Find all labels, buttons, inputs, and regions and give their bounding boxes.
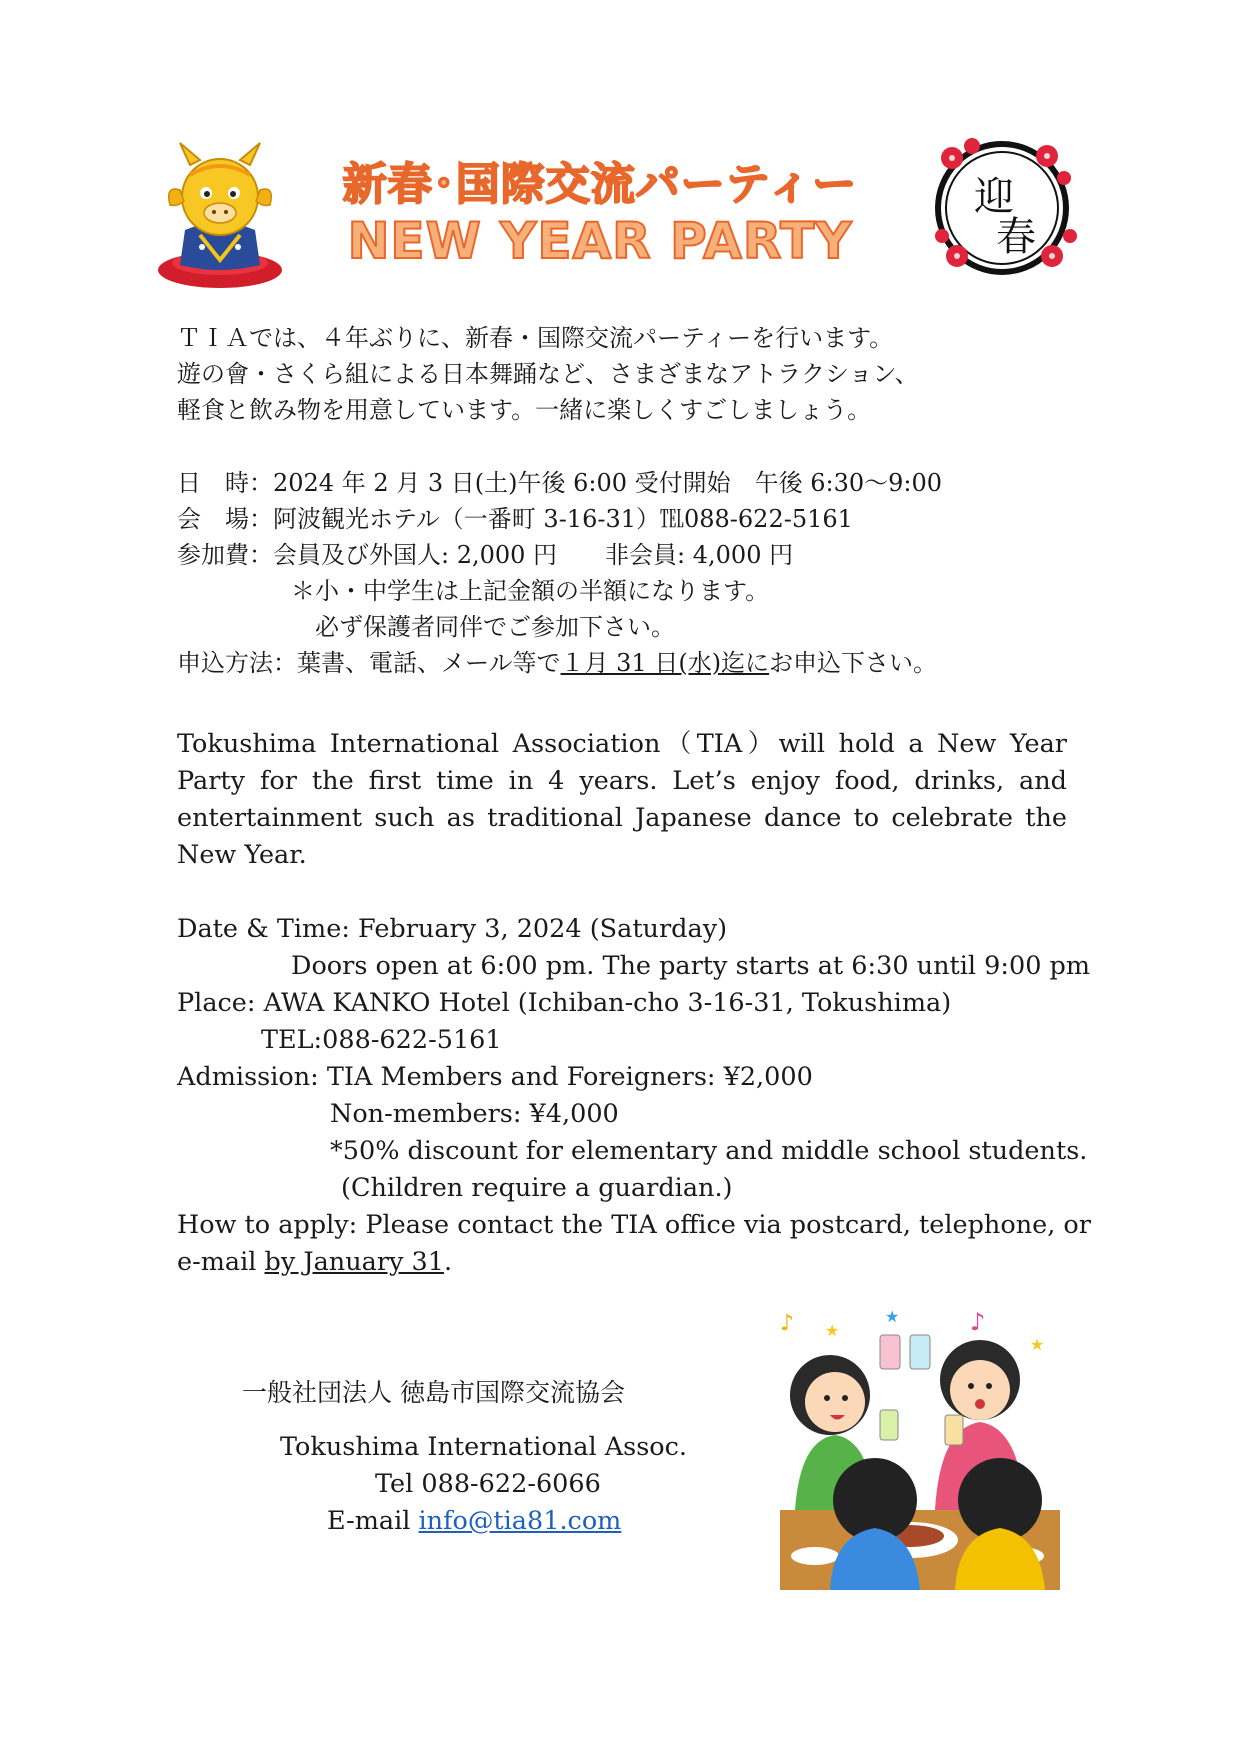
apply-jp-prefix: 申込方法：葉書、電話、メール等で (177, 649, 561, 677)
apply-en-prefix: e-mail (177, 1247, 265, 1277)
intro-jp-line-2: 遊の會・さくら組による日本舞踊など、さまざまなアトラクション、 (177, 360, 919, 388)
title-english: NEW YEAR PARTY (347, 212, 853, 270)
email-link[interactable]: info@tia81.com (418, 1506, 622, 1536)
apply-jp-deadline: １月 31 日(水)迄に (560, 649, 770, 677)
stamp-char-2: 春 (996, 214, 1036, 260)
apply-jp (177, 645, 937, 681)
doors-en: Doors open at 6:00 pm. The party starts at 6:30 until 9:00 pm (291, 951, 1091, 981)
intro-jp-line-1: ＴＩＡでは、４年ぶりに、新春・国際交流パーティーを行います。 (177, 324, 894, 352)
svg-text:★: ★ (1030, 1335, 1045, 1354)
fee-jp: 参加費：会員及び外国人: 2,000 円 非会員: 4,000 円 (177, 541, 794, 569)
fee-note-jp-1: ＊小・中学生は上記金額の半額になります。 (291, 577, 770, 605)
email-label: E-mail (327, 1506, 419, 1536)
discount-en: *50% discount for elementary and middle school students. (330, 1136, 1088, 1166)
svg-text:♪: ♪ (780, 1311, 795, 1336)
place-en: Place: AWA KANKO Hotel (Ichiban-cho 3-16-31, Tokushima) (177, 988, 952, 1018)
stamp-char-1: 迎 (974, 174, 1014, 220)
org-tel: Tel 088-622-6066 (375, 1469, 601, 1499)
svg-text:♪: ♪ (970, 1308, 986, 1336)
intro-jp-line-3: 軽食と飲み物を用意しています。一緒に楽しくすごしましょう。 (177, 396, 872, 424)
intro-en: Tokushima International Association（TIA）will hold a New Year Party for the first time in 4 years. Let’s enjoy food, drinks, and entertainment such as traditional Japanese dance to celebrate the New Year. (177, 729, 1067, 870)
apply-en-deadline: by January 31 (264, 1247, 444, 1277)
nonmembers-en: Non-members: ¥4,000 (330, 1099, 619, 1129)
datetime-jp: 日 時：2024 年 2 月 3 日(土)午後 6:00 受付開始 午後 6:30～9:00 (177, 469, 943, 497)
svg-text:★: ★ (885, 1307, 900, 1326)
apply-en-line-1: How to apply: Please contact the TIA office via postcard, telephone, or (177, 1210, 1091, 1240)
org-email (327, 1503, 621, 1540)
tel-en: TEL:088-622-5161 (261, 1025, 502, 1055)
org-name-en: Tokushima International Assoc. (280, 1432, 688, 1462)
title-japanese: 新春･国際交流パーティー (342, 159, 858, 210)
svg-text:★: ★ (825, 1321, 840, 1340)
venue-jp: 会 場：阿波観光ホテル（一番町 3-16-31）℡088-622-5161 (177, 505, 853, 533)
admission-en: Admission: TIA Members and Foreigners: ¥2,000 (177, 1062, 813, 1092)
apply-en-suffix: . (443, 1247, 453, 1277)
date-en: Date & Time: February 3, 2024 (Saturday) (177, 914, 728, 944)
dragon-mascot-icon (150, 135, 290, 295)
party-toast-illustration (775, 1300, 1065, 1590)
guardian-en: (Children require a guardian.) (341, 1173, 733, 1203)
org-name-jp: 一般社団法人 徳島市国際交流協会 (242, 1378, 625, 1407)
geishun-stamp-icon (922, 128, 1082, 288)
apply-jp-suffix: お申込下さい。 (769, 649, 938, 677)
apply-en-line-2 (177, 1244, 452, 1281)
fee-note-jp-2: 必ず保護者同伴でご参加下さい。 (315, 613, 675, 641)
